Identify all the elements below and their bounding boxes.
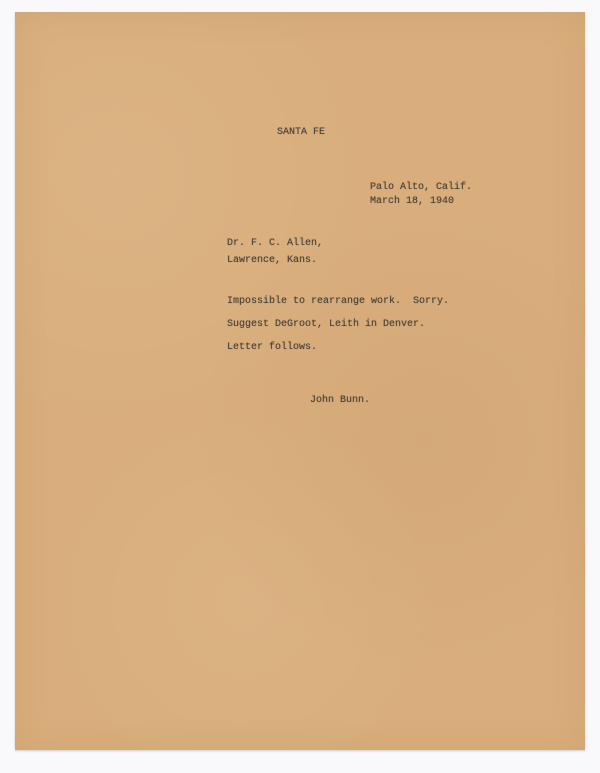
letterhead-title: SANTA FE [277, 127, 326, 138]
body-line: Letter follows. [227, 342, 318, 353]
dateline-date: March 18, 1940 [370, 196, 455, 207]
dateline-place: Palo Alto, Calif. [370, 182, 473, 193]
recipient-city: Lawrence, Kans. [227, 255, 318, 266]
signature: John Bunn. [310, 395, 371, 406]
body-line: Impossible to rearrange work. Sorry. [227, 296, 450, 307]
letter-paper [15, 12, 585, 750]
body-line: Suggest DeGroot, Leith in Denver. [227, 319, 426, 330]
recipient-name: Dr. F. C. Allen, [227, 238, 324, 249]
